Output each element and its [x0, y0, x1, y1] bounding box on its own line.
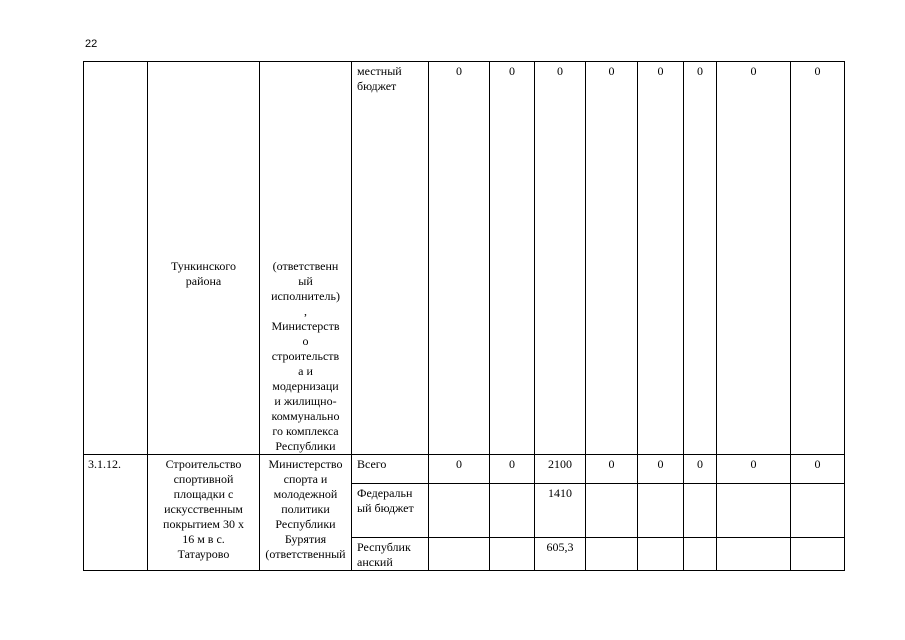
- name-cell: [148, 455, 260, 571]
- source-line: Федеральн: [357, 486, 413, 500]
- executor-line: исполнитель): [271, 289, 340, 303]
- value-cell: 0: [684, 455, 717, 484]
- value-cell: [429, 538, 490, 571]
- name-line: 16 м в с.: [182, 532, 225, 546]
- value-cell: 1410: [535, 484, 586, 538]
- value-cell: 0: [586, 62, 638, 455]
- executor-line: а и: [298, 364, 313, 378]
- code-cell: 3.1.12.: [84, 455, 148, 571]
- value-cell: 0: [717, 455, 791, 484]
- value-cell: [638, 484, 684, 538]
- executor-line: (ответственн: [272, 259, 339, 273]
- value-cell: [791, 538, 845, 571]
- source-line: анский: [357, 555, 393, 569]
- value-cell: 0: [429, 455, 490, 484]
- value-cell: 0: [717, 62, 791, 455]
- code-cell: [84, 62, 148, 455]
- value-cell: 0: [429, 62, 490, 455]
- source-line: ый бюджет: [357, 501, 414, 515]
- executor-line: Республики: [275, 439, 336, 453]
- value-cell: 2100: [535, 455, 586, 484]
- executor-line: строительств: [271, 349, 340, 363]
- executor-line: Министерств: [271, 319, 340, 333]
- value-cell: 0: [490, 455, 535, 484]
- value-cell: 0: [684, 62, 717, 455]
- executor-line: о: [302, 334, 309, 348]
- value-cell: [586, 538, 638, 571]
- page-number: 22: [85, 38, 98, 50]
- funding-source-cell: [352, 538, 429, 571]
- value-cell: 0: [586, 455, 638, 484]
- executor-line: ый: [298, 274, 313, 288]
- funding-source-cell: [352, 62, 429, 455]
- value-cell: 0: [791, 62, 845, 455]
- value-cell: [586, 484, 638, 538]
- name-line: площадки с: [173, 487, 234, 501]
- value-cell: 0: [490, 62, 535, 455]
- executor-cell: [260, 62, 352, 455]
- value-cell: 605,3: [535, 538, 586, 571]
- executor-line: коммунально: [271, 409, 340, 423]
- value-cell: [490, 484, 535, 538]
- executor-line: политики: [281, 502, 330, 516]
- table-row: [84, 455, 845, 484]
- value-cell: 0: [791, 455, 845, 484]
- value-cell: [638, 538, 684, 571]
- value-cell: [490, 538, 535, 571]
- executor-line: молодежной: [273, 487, 338, 501]
- value-cell: [429, 484, 490, 538]
- value-cell: 0: [638, 62, 684, 455]
- executor-line: (ответственный: [265, 547, 346, 561]
- executor-line: и жилищно-: [274, 394, 337, 408]
- name-line: искусственным: [164, 502, 243, 516]
- value-cell: [717, 538, 791, 571]
- name-line: спортивной: [173, 472, 234, 486]
- source-line: бюджет: [357, 79, 397, 93]
- value-cell: [684, 484, 717, 538]
- funding-source-cell: [352, 455, 429, 484]
- value-cell: [684, 538, 717, 571]
- executor-line: го комплекса: [272, 424, 339, 438]
- value-cell: 0: [535, 62, 586, 455]
- name-line: Татаурово: [177, 547, 230, 561]
- source-line: Республик: [357, 540, 411, 554]
- executor-line: спорта и: [283, 472, 328, 486]
- executor-line: Министерство: [268, 457, 343, 471]
- name-line: Строительство: [165, 457, 242, 471]
- name-line: Тункинского: [171, 259, 236, 273]
- executor-line: ,: [304, 304, 307, 318]
- table-row: [84, 62, 845, 455]
- name-line: района: [185, 274, 222, 288]
- value-cell: 0: [638, 455, 684, 484]
- executor-line: модернизаци: [272, 379, 339, 393]
- executor-line: Бурятия: [284, 532, 327, 546]
- value-cell: [791, 484, 845, 538]
- source-line: местный: [357, 64, 402, 78]
- source-line: Всего: [357, 457, 387, 471]
- executor-line: Республики: [275, 517, 336, 531]
- executor-cell: [260, 455, 352, 571]
- value-cell: [717, 484, 791, 538]
- budget-table: [83, 61, 845, 571]
- funding-source-cell: [352, 484, 429, 538]
- name-cell: [148, 62, 260, 455]
- name-line: покрытием 30 х: [163, 517, 244, 531]
